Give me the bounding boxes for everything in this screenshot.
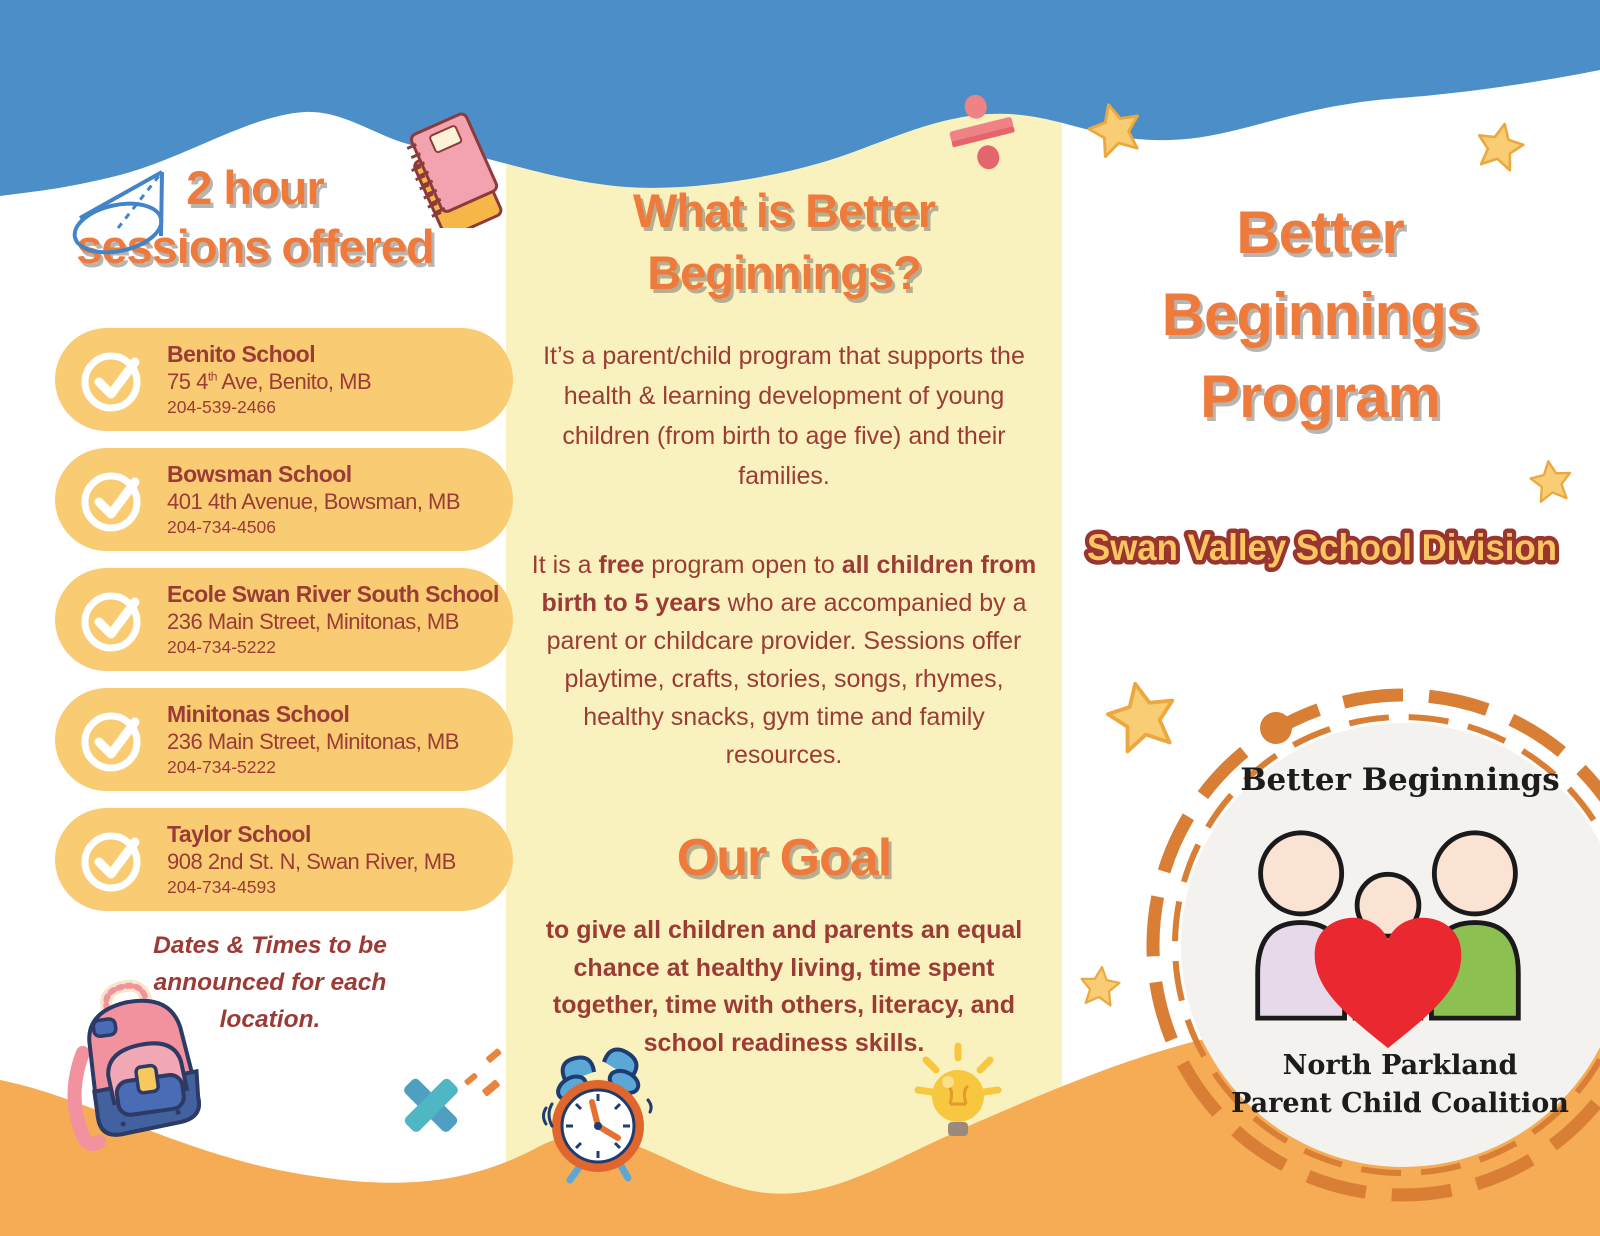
backpack-icon — [56, 974, 241, 1169]
dates-note-line1: Dates & Times to be — [153, 932, 387, 959]
check-circle-icon — [79, 706, 147, 779]
school-name: Bowsman School — [167, 461, 352, 487]
school-card-list — [55, 328, 513, 928]
program-title-line3: Program — [1200, 363, 1440, 431]
school-card — [55, 328, 513, 431]
school-address: 236 Main Street, Minitonas, MB — [167, 609, 459, 634]
sessions-heading-line2: sessions offered — [76, 220, 434, 274]
school-card — [55, 448, 513, 551]
sessions-heading-line1: 2 hour — [186, 161, 324, 214]
program-title-line1: Better — [1236, 199, 1404, 266]
star-icon — [1528, 458, 1574, 504]
family-icon — [1243, 828, 1533, 1050]
school-phone: 204-734-4506 — [167, 517, 276, 537]
school-card — [55, 808, 513, 911]
division-icon — [942, 92, 1022, 172]
school-name: Minitonas School — [167, 701, 350, 727]
check-circle-icon — [79, 466, 147, 539]
school-card — [55, 688, 513, 791]
school-name: Benito School — [167, 341, 316, 367]
details-bold-segment: all children from birth to 5 years — [541, 551, 1037, 617]
check-circle-icon — [79, 586, 147, 659]
school-phone: 204-734-5222 — [167, 757, 276, 777]
program-details-paragraph — [526, 546, 1042, 774]
cone-icon — [66, 166, 191, 256]
school-phone: 204-734-4593 — [167, 877, 276, 897]
what-is-heading-line2: Beginnings? — [647, 246, 921, 300]
program-intro-paragraph: It’s a parent/child program that supports the health & learning development of young children (from birth to age five) and their families. — [543, 342, 1025, 490]
ring-dot — [1260, 712, 1292, 744]
school-name: Ecole Swan River South School — [167, 581, 499, 607]
school-phone: 204-539-2466 — [167, 397, 276, 417]
goal-paragraph: to give all children and parents an equal chance at healthy living, time spent together, time with others, literacy, and school readiness skills. — [545, 916, 1023, 1057]
notebooks-icon — [392, 108, 512, 228]
school-phone: 204-734-5222 — [167, 637, 276, 657]
school-address: 401 4th Avenue, Bowsman, MB — [167, 489, 461, 514]
logo-org-line1: North Parkland — [1282, 1050, 1518, 1081]
star-icon — [1078, 964, 1122, 1008]
star-icon — [1086, 100, 1144, 158]
school-address: 75 4th Ave, Benito, MB — [167, 369, 372, 394]
division-subtitle — [1066, 512, 1578, 582]
star-icon — [1474, 120, 1526, 172]
dates-note-line3: location. — [219, 1005, 321, 1033]
lightbulb-icon — [908, 1038, 1008, 1148]
alarm-clock-icon — [536, 1044, 661, 1184]
dates-note-line2: announced for each — [153, 968, 387, 996]
what-is-heading-line1: What is Better — [633, 184, 935, 237]
division-subtitle-text: Swan Valley School Division — [1087, 527, 1557, 568]
details-text-segment: It is a — [531, 551, 599, 579]
program-title — [1095, 192, 1545, 439]
details-text-segment: who are accompanied by a parent or childcare provider. Sessions offer playtime, crafts, stories, songs, rhymes, healthy snacks, gym time and family resources. — [546, 589, 1027, 769]
x-mark-icon — [398, 1072, 464, 1138]
check-circle-icon — [79, 346, 147, 419]
school-address: 236 Main Street, Minitonas, MB — [167, 729, 459, 754]
our-goal-heading: Our Goal — [676, 829, 892, 887]
logo-org-line2: Parent Child Coalition — [1231, 1088, 1569, 1119]
school-card — [55, 568, 513, 671]
check-circle-icon — [79, 826, 147, 899]
school-address: 908 2nd St. N, Swan River, MB — [167, 849, 456, 874]
dashes-icon — [460, 1048, 506, 1104]
details-text-segment: program open to — [644, 551, 842, 579]
logo-title: Better Beginnings — [1240, 762, 1560, 798]
school-name: Taylor School — [167, 821, 311, 847]
program-title-line2: Beginnings — [1161, 281, 1479, 349]
star-icon — [1104, 678, 1180, 754]
details-bold-segment: free — [598, 551, 645, 579]
what-is-heading — [506, 180, 1062, 304]
